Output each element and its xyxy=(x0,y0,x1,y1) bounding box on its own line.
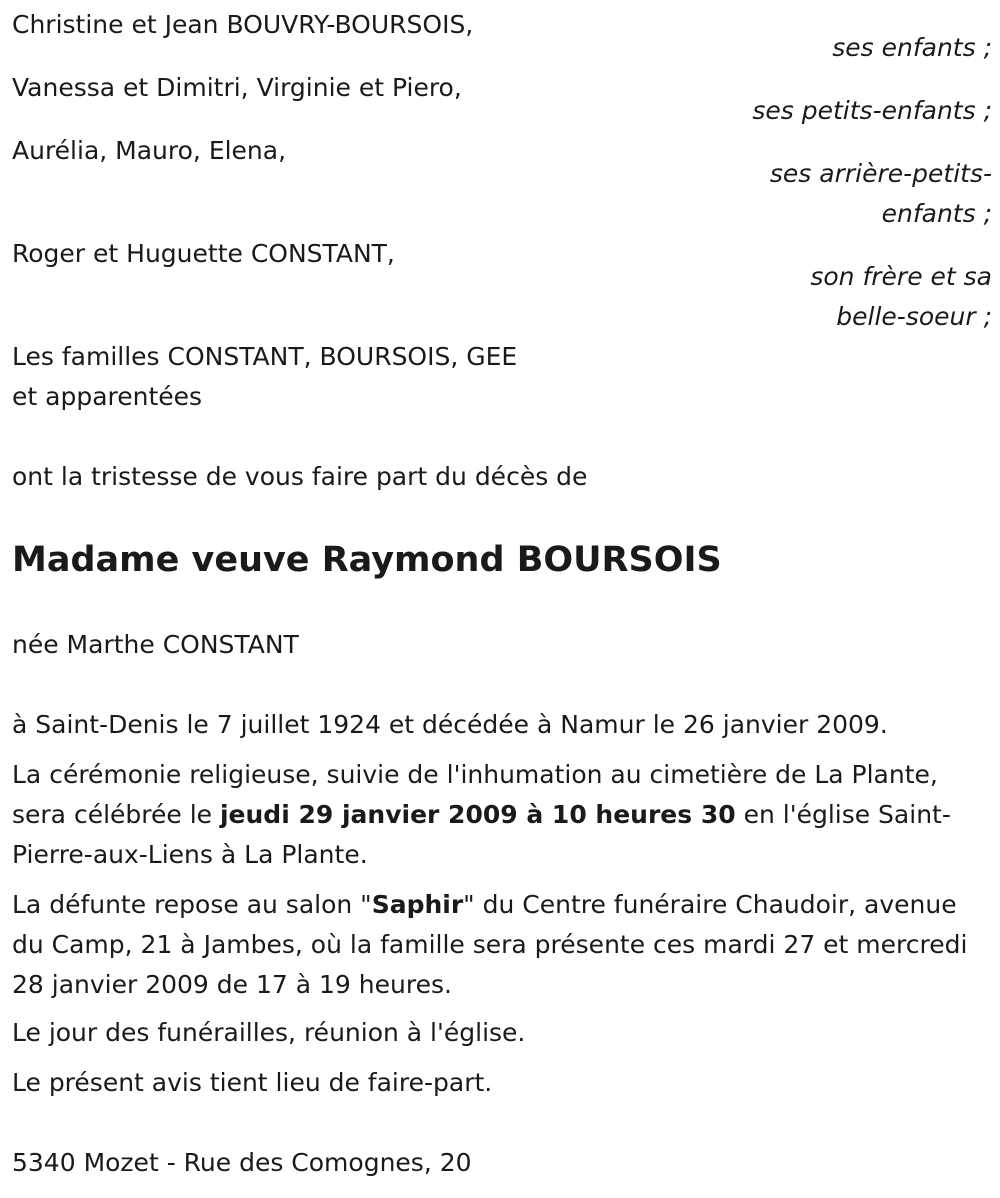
deceased-name: Madame veuve Raymond BOURSOIS xyxy=(12,540,722,580)
families-line2: et apparentées xyxy=(12,382,203,411)
ceremony-paragraph: La cérémonie religieuse, suivie de l'inhumation au cimetière de La Plante, sera célébrée le jeudi 29 janvier 2009 à 10 heures 30 en l'église Saint-Pierre-aux-Liens à La Plante. xyxy=(12,760,951,869)
grandchildren-relation: ses petits-enfants ; xyxy=(752,96,992,125)
grandchildren-names: Vanessa et Dimitri, Virginie et Piero, xyxy=(12,73,462,102)
great-grandchildren-names: Aurélia, Mauro, Elena, xyxy=(12,136,287,165)
announcement-text: ont la tristesse de vous faire part du décès de xyxy=(12,462,588,491)
birth-death-line: à Saint-Denis le 7 juillet 1924 et décédée à Namur le 26 janvier 2009. xyxy=(12,710,888,739)
sibling-relation-line1: son frère et sa xyxy=(810,262,992,291)
great-grandchildren-relation-line1: ses arrière-petits- xyxy=(769,159,992,188)
maiden-name: née Marthe CONSTANT xyxy=(12,630,299,659)
salon-name: Saphir xyxy=(371,890,464,919)
children-names: Christine et Jean BOUVRY-BOURSOIS, xyxy=(12,10,474,39)
great-grandchildren-relation-line2: enfants ; xyxy=(881,199,992,228)
sibling-relation-line2: belle-soeur ; xyxy=(836,302,992,331)
families-line1: Les familles CONSTANT, BOURSOIS, GEE xyxy=(12,342,518,371)
visitation-paragraph: La défunte repose au salon "Saphir" du Centre funéraire Chaudoir, avenue du Camp, 21 à Jambes, où la famille sera présente ces mardi 27 et mercredi 28 janvier 2009 de 17 à 19 heures. xyxy=(12,890,968,999)
notice-statement: Le présent avis tient lieu de faire-part. xyxy=(12,1068,493,1097)
funeral-day-note: Le jour des funérailles, réunion à l'église. xyxy=(12,1018,526,1047)
address: 5340 Mozet - Rue des Comognes, 20 xyxy=(12,1148,472,1177)
sibling-names: Roger et Huguette CONSTANT, xyxy=(12,239,395,268)
children-relation: ses enfants ; xyxy=(832,33,992,62)
ceremony-datetime: jeudi 29 janvier 2009 à 10 heures 30 xyxy=(219,800,736,829)
